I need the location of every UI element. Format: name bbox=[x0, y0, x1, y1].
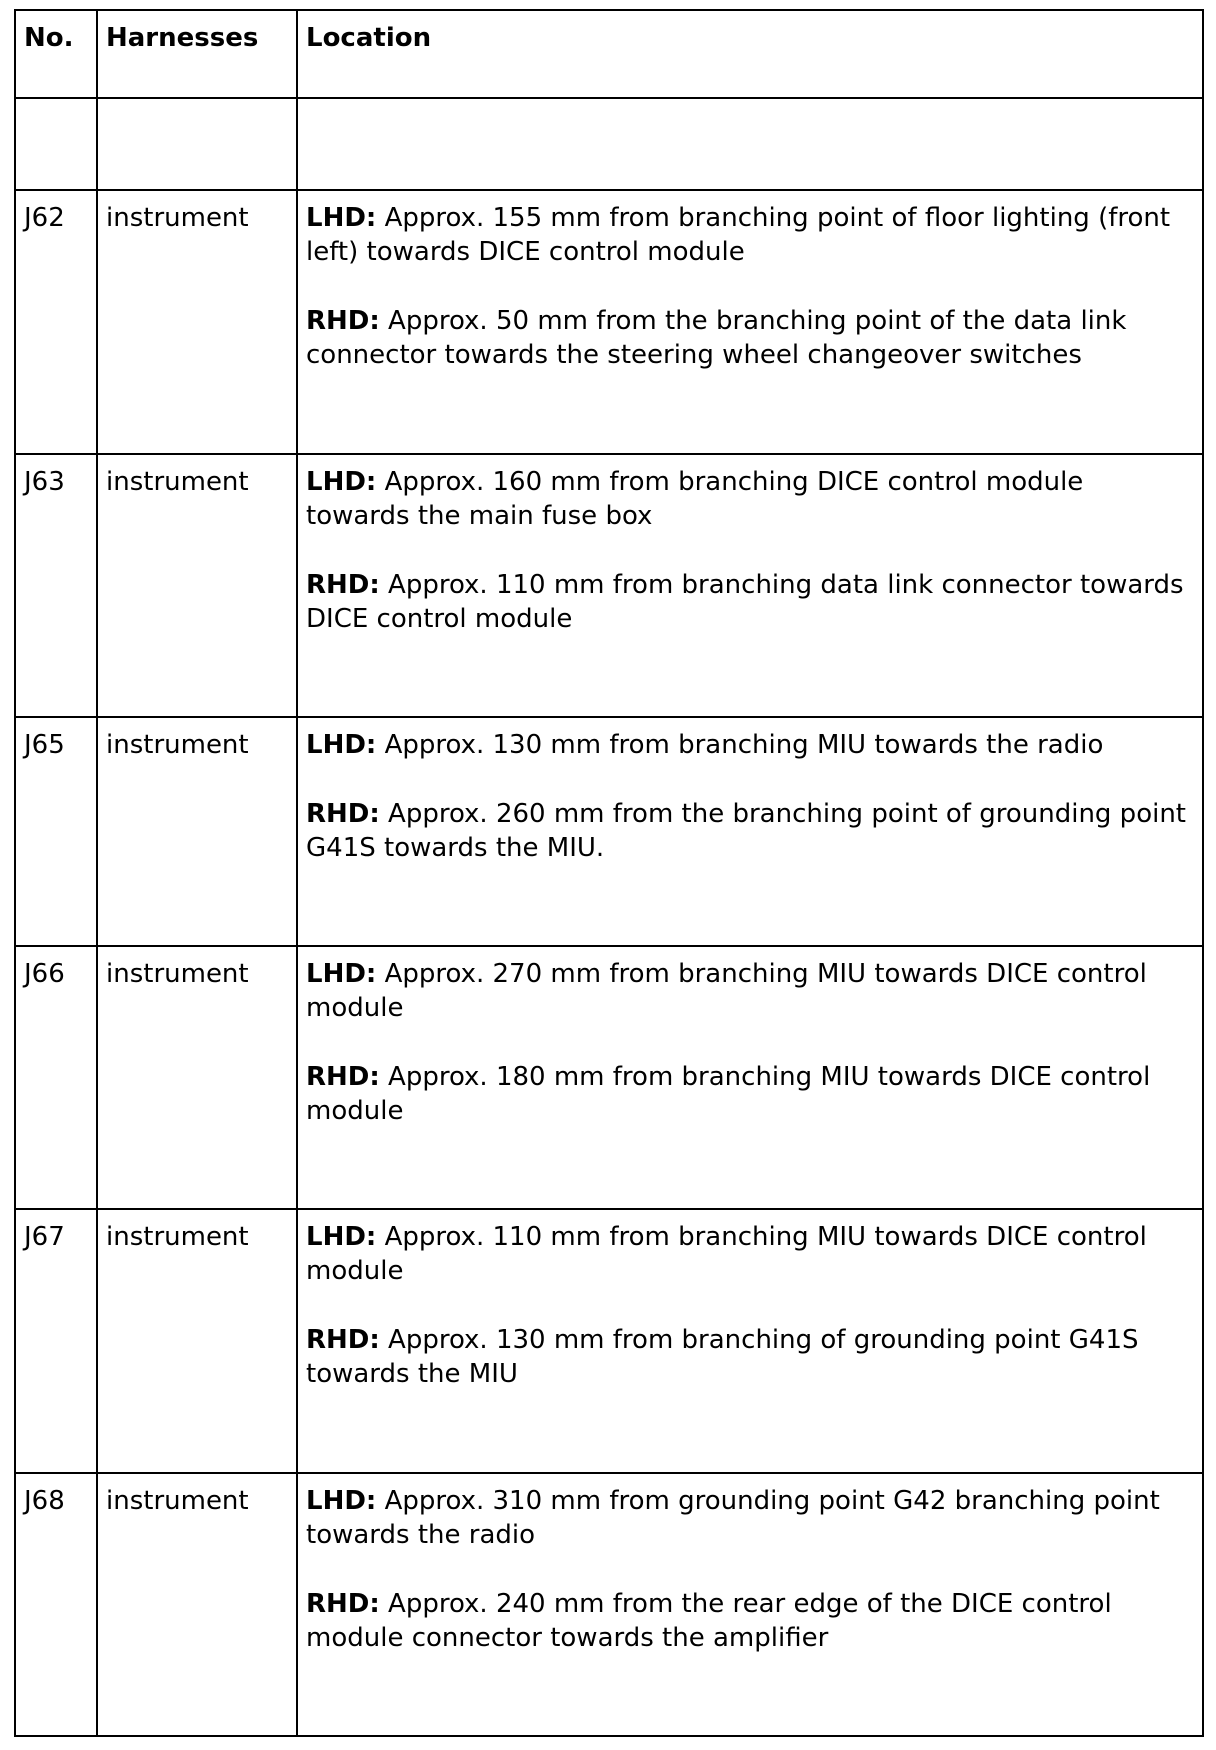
table-row bbox=[15, 717, 1203, 946]
empty-row bbox=[15, 98, 1203, 190]
row-harness: instrument bbox=[97, 1209, 297, 1472]
table-header-row bbox=[15, 10, 1203, 98]
lhd-label: LHD: bbox=[306, 730, 377, 760]
rhd-location bbox=[306, 304, 1194, 372]
row-harness: instrument bbox=[97, 190, 297, 453]
table-row bbox=[15, 946, 1203, 1209]
rhd-location bbox=[306, 797, 1194, 865]
table-row bbox=[15, 454, 1203, 717]
rhd-label: RHD: bbox=[306, 1062, 380, 1093]
row-harness: instrument bbox=[97, 454, 297, 717]
row-location bbox=[297, 946, 1203, 1209]
lhd-label: LHD: bbox=[306, 959, 377, 990]
rhd-location bbox=[306, 1587, 1194, 1655]
rhd-text: Approx. 180 mm from branching MIU towards DICE control module bbox=[306, 1062, 1151, 1127]
row-no: J63 bbox=[15, 454, 97, 717]
row-location bbox=[297, 454, 1203, 717]
empty-cell-no bbox=[15, 98, 97, 190]
lhd-location bbox=[306, 957, 1194, 1025]
lhd-location bbox=[306, 728, 1194, 762]
rhd-label: RHD: bbox=[306, 306, 380, 337]
rhd-label: RHD: bbox=[306, 1325, 380, 1356]
header-no: No. bbox=[15, 10, 97, 98]
lhd-text: Approx. 155 mm from branching point of floor lighting (front left) towards DICE control module bbox=[306, 203, 1171, 268]
row-harness: instrument bbox=[97, 946, 297, 1209]
rhd-location bbox=[306, 568, 1194, 636]
lhd-text: Approx. 110 mm from branching MIU towards DICE control module bbox=[306, 1222, 1147, 1287]
rhd-location bbox=[306, 1060, 1194, 1128]
rhd-label: RHD: bbox=[306, 1588, 380, 1619]
empty-cell-harness bbox=[97, 98, 297, 190]
table-row bbox=[15, 1473, 1203, 1736]
header-location: Location bbox=[297, 10, 1203, 98]
lhd-text: Approx. 160 mm from branching DICE control module towards the main fuse box bbox=[306, 466, 1084, 531]
row-no: J66 bbox=[15, 946, 97, 1209]
table-row bbox=[15, 190, 1203, 453]
lhd-label: LHD: bbox=[306, 1222, 377, 1253]
table-row bbox=[15, 1209, 1203, 1472]
lhd-label: LHD: bbox=[306, 1485, 377, 1516]
lhd-location bbox=[306, 1484, 1194, 1552]
row-location bbox=[297, 1473, 1203, 1736]
lhd-label: LHD: bbox=[306, 466, 377, 497]
row-location bbox=[297, 717, 1203, 946]
row-no: J67 bbox=[15, 1209, 97, 1472]
row-location bbox=[297, 190, 1203, 453]
header-harnesses: Harnesses bbox=[97, 10, 297, 98]
rhd-text: Approx. 130 mm from branching of grounding point G41S towards the MIU bbox=[306, 1325, 1139, 1390]
rhd-label: RHD: bbox=[306, 569, 380, 600]
lhd-text: Approx. 130 mm from branching MIU towards the radio bbox=[376, 730, 1104, 760]
rhd-text: Approx. 50 mm from the branching point of the data link connector towards the steering wheel changeover switches bbox=[306, 306, 1127, 371]
row-harness: instrument bbox=[97, 717, 297, 946]
harness-location-table bbox=[14, 9, 1204, 1737]
lhd-text: Approx. 310 mm from grounding point G42 branching point towards the radio bbox=[306, 1485, 1160, 1550]
lhd-location bbox=[306, 1220, 1194, 1288]
rhd-label: RHD: bbox=[306, 799, 380, 829]
row-no: J65 bbox=[15, 717, 97, 946]
rhd-text: Approx. 260 mm from the branching point of grounding point G41S towards the MIU. bbox=[306, 799, 1186, 863]
row-location bbox=[297, 1209, 1203, 1472]
empty-cell-location bbox=[297, 98, 1203, 190]
row-harness: instrument bbox=[97, 1473, 297, 1736]
rhd-text: Approx. 110 mm from branching data link connector towards DICE control module bbox=[306, 569, 1184, 634]
row-no: J62 bbox=[15, 190, 97, 453]
row-no: J68 bbox=[15, 1473, 97, 1736]
lhd-location bbox=[306, 201, 1194, 269]
lhd-location bbox=[306, 465, 1194, 533]
lhd-label: LHD: bbox=[306, 203, 377, 234]
lhd-text: Approx. 270 mm from branching MIU towards DICE control module bbox=[306, 959, 1147, 1024]
rhd-text: Approx. 240 mm from the rear edge of the DICE control module connector towards the amplifier bbox=[306, 1588, 1112, 1653]
rhd-location bbox=[306, 1323, 1194, 1391]
